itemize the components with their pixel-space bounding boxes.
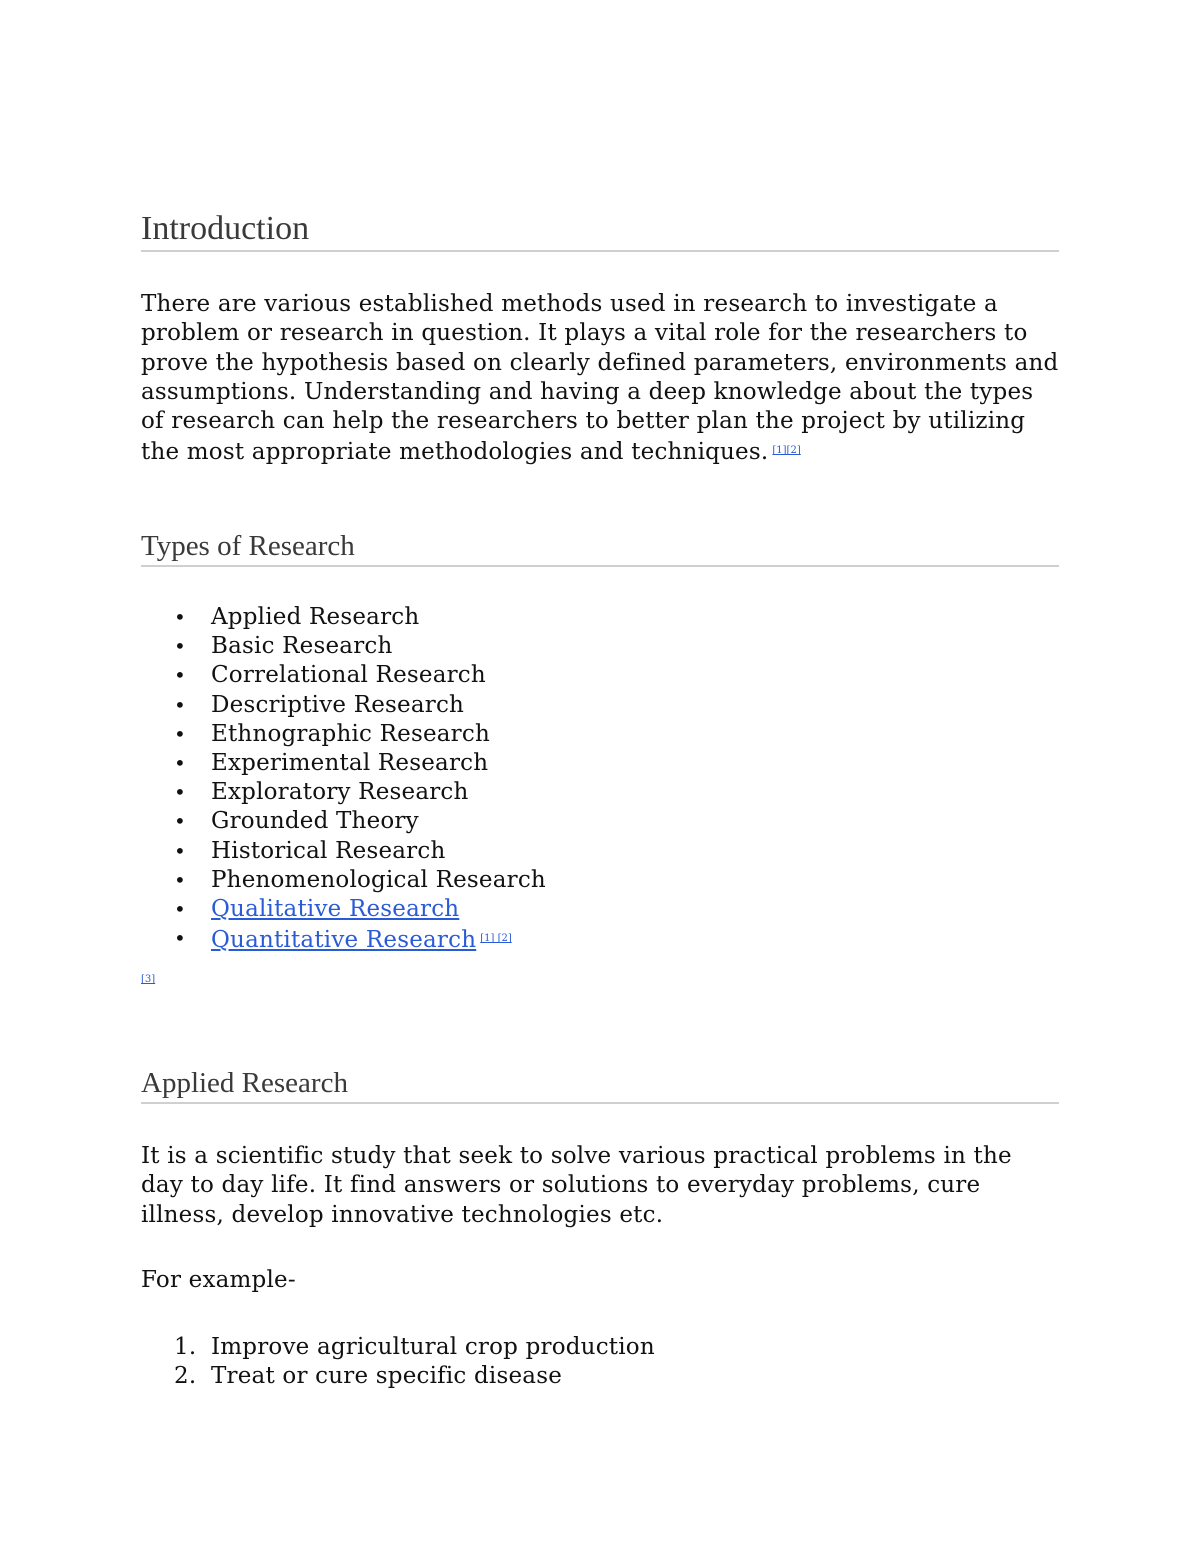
list-item-label: Grounded Theory bbox=[211, 808, 419, 835]
list-item bbox=[141, 603, 1059, 632]
list-item-label: Phenomenological Research bbox=[211, 866, 546, 893]
list-item bbox=[141, 720, 1059, 749]
list-item-label: Exploratory Research bbox=[211, 779, 469, 806]
list-item-label: Treat or cure specific disease bbox=[211, 1363, 563, 1390]
list-number: 1. bbox=[174, 1334, 197, 1361]
bullet-icon: • bbox=[174, 838, 186, 863]
list-item bbox=[141, 749, 1059, 778]
bullet-icon: • bbox=[174, 605, 186, 629]
list-item bbox=[141, 661, 1059, 690]
list-item-label: Applied Research bbox=[211, 604, 420, 630]
list-item-label: Descriptive Research bbox=[211, 691, 465, 718]
list-item-label: Correlational Research bbox=[211, 662, 486, 689]
list-item-link bbox=[141, 924, 1059, 955]
introduction-section bbox=[141, 210, 1059, 468]
list-item bbox=[141, 1362, 1059, 1391]
bullet-icon: • bbox=[174, 634, 186, 659]
bullet-icon: • bbox=[174, 926, 186, 951]
bullet-icon: • bbox=[174, 780, 186, 805]
list-item bbox=[141, 807, 1059, 836]
list-item bbox=[141, 837, 1059, 866]
bullet-icon: • bbox=[174, 663, 186, 688]
applied-research-paragraph: It is a scientific study that seek to solve various practical problems in the day to day life. It find answers or solutions to everyday problems, cure illness, develop innovative technologies etc. bbox=[141, 1143, 1012, 1228]
quantitative-research-link[interactable]: Quantitative Research bbox=[211, 927, 477, 954]
list-item bbox=[141, 691, 1059, 720]
example-intro: For example- bbox=[141, 1266, 296, 1293]
list-item-label: Ethnographic Research bbox=[211, 720, 490, 747]
introduction-text: There are various established methods used in research to investigate a problem or research in question. It plays a vital role for the researchers to prove the hypothesis based on clearly defined parameters, environments and assumptions. Understanding and having a deep knowledge about the types of research can help the researchers to better plan the project by utilizing the most appropriate methodologies and techniques. bbox=[141, 291, 1059, 466]
list-item bbox=[141, 632, 1059, 661]
bullet-icon: • bbox=[174, 867, 186, 892]
bullet-icon: • bbox=[174, 809, 186, 834]
list-item-label: Basic Research bbox=[211, 633, 393, 660]
introduction-paragraph bbox=[141, 290, 1059, 468]
introduction-citation-link[interactable]: [1][2] bbox=[772, 445, 801, 457]
bullet-icon: • bbox=[174, 692, 186, 717]
quantitative-citation-link[interactable]: [1] [2] bbox=[480, 933, 512, 945]
list-item-label: Historical Research bbox=[211, 837, 446, 864]
types-section bbox=[141, 529, 1059, 985]
examples-list bbox=[141, 1333, 1059, 1391]
list-item-link bbox=[141, 895, 1059, 924]
list-number: 2. bbox=[174, 1363, 197, 1390]
bullet-icon: • bbox=[174, 721, 186, 746]
types-list bbox=[141, 603, 1059, 955]
types-heading: Types of Research bbox=[141, 529, 1059, 567]
introduction-heading: Introduction bbox=[141, 210, 1059, 252]
footnote-reference-link[interactable]: [3] bbox=[141, 974, 156, 985]
list-item-label: Experimental Research bbox=[211, 750, 489, 777]
list-item bbox=[141, 866, 1059, 895]
applied-research-section bbox=[141, 1066, 1059, 1392]
bullet-icon: • bbox=[174, 751, 186, 776]
bullet-icon: • bbox=[174, 897, 186, 922]
qualitative-research-link[interactable]: Qualitative Research bbox=[211, 896, 460, 923]
applied-research-heading: Applied Research bbox=[141, 1066, 1059, 1104]
list-item-label: Improve agricultural crop production bbox=[211, 1334, 655, 1361]
list-item bbox=[141, 1333, 1059, 1362]
list-item bbox=[141, 778, 1059, 807]
